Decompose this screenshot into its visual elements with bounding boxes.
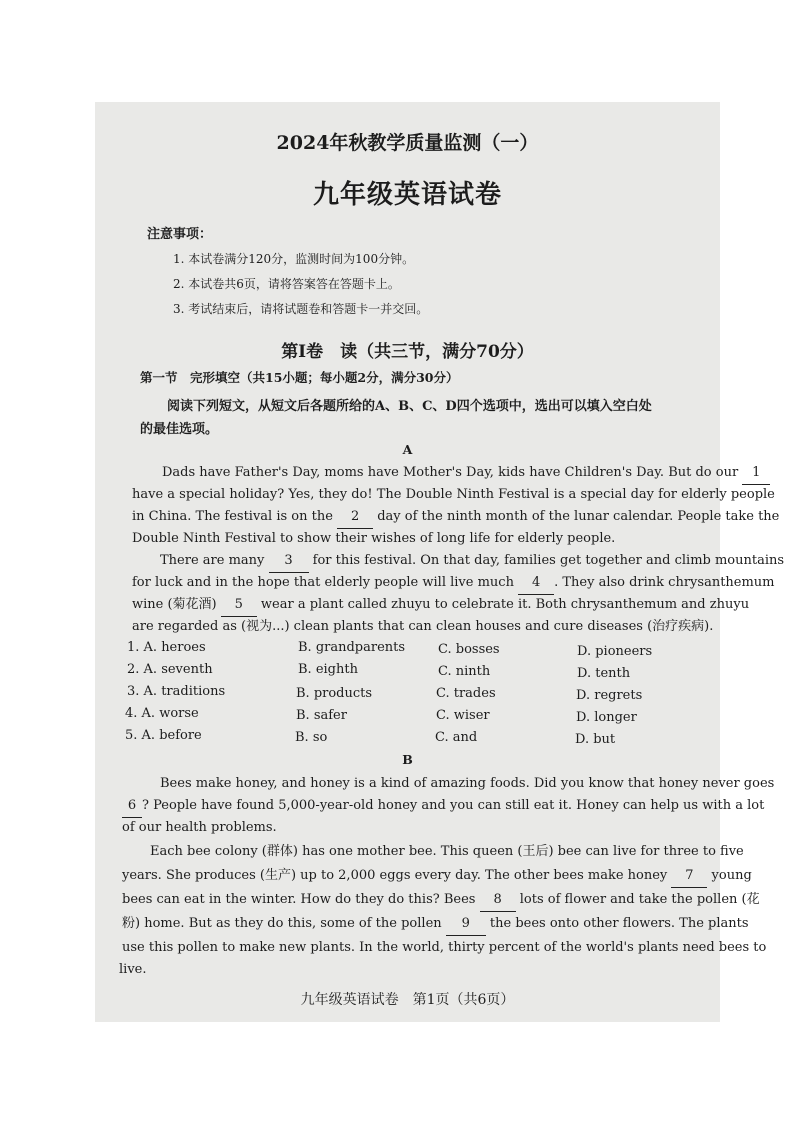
option-5d: D. but bbox=[575, 732, 616, 747]
option-4a: 4. A. worse bbox=[125, 706, 199, 721]
passage-line: Each bee colony (群体) has one mother bee. This queen (王后) bee can live for three to five bbox=[150, 844, 744, 859]
blank-9: 9 bbox=[446, 913, 486, 936]
option-1b: B. grandparents bbox=[298, 640, 406, 655]
passage-line: have a special holiday? Yes, they do! The Double Ninth Festival is a special day for elderly people bbox=[132, 487, 775, 502]
passage-line: Double Ninth Festival to show their wishes of long life for elderly people. bbox=[132, 531, 616, 546]
passage-text: day of the ninth month of the lunar calendar. People take the bbox=[377, 509, 780, 524]
passage-text: the bees onto other flowers. The plants bbox=[489, 916, 749, 931]
passage-line bbox=[132, 462, 761, 485]
blank-7: 7 bbox=[671, 865, 707, 888]
option-3a: 3. A. traditions bbox=[127, 684, 226, 699]
passage-text: There are many bbox=[160, 553, 265, 568]
passage-text: bees can eat in the winter. How do they do this? Bees bbox=[122, 892, 476, 907]
passage-text: lots of flower and take the pollen (花 bbox=[519, 892, 760, 907]
instruction-line: 的最佳选项。 bbox=[140, 422, 219, 437]
passage-text: years. She produces (生产) up to 2,000 eggs every day. The other bees make honey bbox=[122, 868, 668, 883]
option-5b: B. so bbox=[295, 730, 328, 745]
passage-text: . They also drink chrysanthemum bbox=[554, 575, 775, 590]
passage-line bbox=[122, 795, 765, 818]
blank-6: 6 bbox=[122, 795, 142, 818]
passage-text: in China. The festival is on the bbox=[132, 509, 333, 524]
part-title: 第一节 完形填空（共15小题；每小题2分，满分30分） bbox=[140, 370, 459, 385]
blank-8: 8 bbox=[480, 889, 516, 912]
blank-5: 5 bbox=[221, 594, 257, 617]
option-4c: C. wiser bbox=[436, 708, 490, 723]
passage-line bbox=[132, 550, 785, 573]
option-4b: B. safer bbox=[296, 708, 347, 723]
exam-page bbox=[95, 102, 785, 1022]
notes-heading: 注意事项： bbox=[147, 227, 213, 242]
passage-line: are regarded as (视为...) clean plants that can clean houses and cure diseases (治疗疾病). bbox=[132, 619, 714, 634]
passage-line bbox=[132, 506, 780, 529]
option-2c: C. ninth bbox=[438, 664, 491, 679]
passage-line: Bees make honey, and honey is a kind of amazing foods. Did you know that honey never goes bbox=[160, 776, 775, 791]
section-title: 第Ⅰ卷 读（共三节，满分70分） bbox=[281, 342, 534, 362]
blank-3: 3 bbox=[269, 550, 309, 573]
passage-line bbox=[122, 913, 749, 936]
passage-text: wear a plant called zhuyu to celebrate it. Both chrysanthemum and zhuyu bbox=[260, 597, 750, 612]
passage-line bbox=[122, 865, 752, 888]
option-3d: D. regrets bbox=[576, 688, 643, 703]
passage-a-letter: A bbox=[402, 442, 413, 457]
option-2d: D. tenth bbox=[577, 666, 631, 681]
passage-text: ? People have found 5,000-year-old honey and you can still eat it. Honey can help us with a lot bbox=[142, 798, 765, 813]
passage-line: live. bbox=[119, 962, 147, 977]
note-item: 1. 本试卷满分120分，监测时间为100分钟。 bbox=[173, 252, 415, 266]
option-1c: C. bosses bbox=[438, 642, 500, 657]
note-item: 2. 本试卷共6页，请将答案答在答题卡上。 bbox=[173, 277, 400, 291]
page-footer: 九年级英语试卷 第1页（共6页） bbox=[300, 992, 515, 1008]
option-1a: 1. A. heroes bbox=[127, 640, 206, 655]
option-5c: C. and bbox=[435, 730, 478, 745]
passage-line bbox=[132, 572, 775, 595]
option-3b: B. products bbox=[296, 686, 373, 701]
passage-text: Dads have Father's Day, moms have Mother's Day, kids have Children's Day. But do our bbox=[162, 465, 739, 480]
passage-text: for this festival. On that day, families get together and climb mountains bbox=[312, 553, 785, 568]
option-2a: 2. A. seventh bbox=[127, 662, 213, 677]
instruction-line: 阅读下列短文，从短文后各题所给的A、B、C、D四个选项中，选出可以填入空白处 bbox=[167, 399, 652, 414]
exam-title: 2024年秋教学质量监测（一） bbox=[276, 132, 539, 154]
exam-subtitle: 九年级英语试卷 bbox=[312, 180, 502, 210]
option-5a: 5. A. before bbox=[125, 728, 202, 743]
option-1d: D. pioneers bbox=[577, 644, 653, 659]
passage-line: use this pollen to make new plants. In the world, thirty percent of the world's plants need bees to bbox=[122, 940, 767, 955]
passage-b-letter: B bbox=[402, 752, 413, 767]
option-4d: D. longer bbox=[576, 710, 637, 725]
option-2b: B. eighth bbox=[298, 662, 358, 677]
passage-line bbox=[132, 594, 750, 617]
note-item: 3. 考试结束后，请将试题卷和答题卡一并交回。 bbox=[173, 302, 429, 316]
passage-text: 粉) home. But as they do this, some of the pollen bbox=[122, 916, 442, 931]
passage-text: wine (菊花酒) bbox=[132, 597, 217, 612]
passage-line bbox=[122, 889, 760, 912]
passage-text: young bbox=[711, 868, 752, 883]
blank-2: 2 bbox=[337, 506, 373, 529]
blank-4: 4 bbox=[518, 572, 554, 595]
passage-line: of our health problems. bbox=[122, 820, 277, 835]
option-3c: C. trades bbox=[436, 686, 496, 701]
blank-1: 1 bbox=[742, 462, 770, 485]
passage-text: for luck and in the hope that elderly people will live much bbox=[132, 575, 514, 590]
